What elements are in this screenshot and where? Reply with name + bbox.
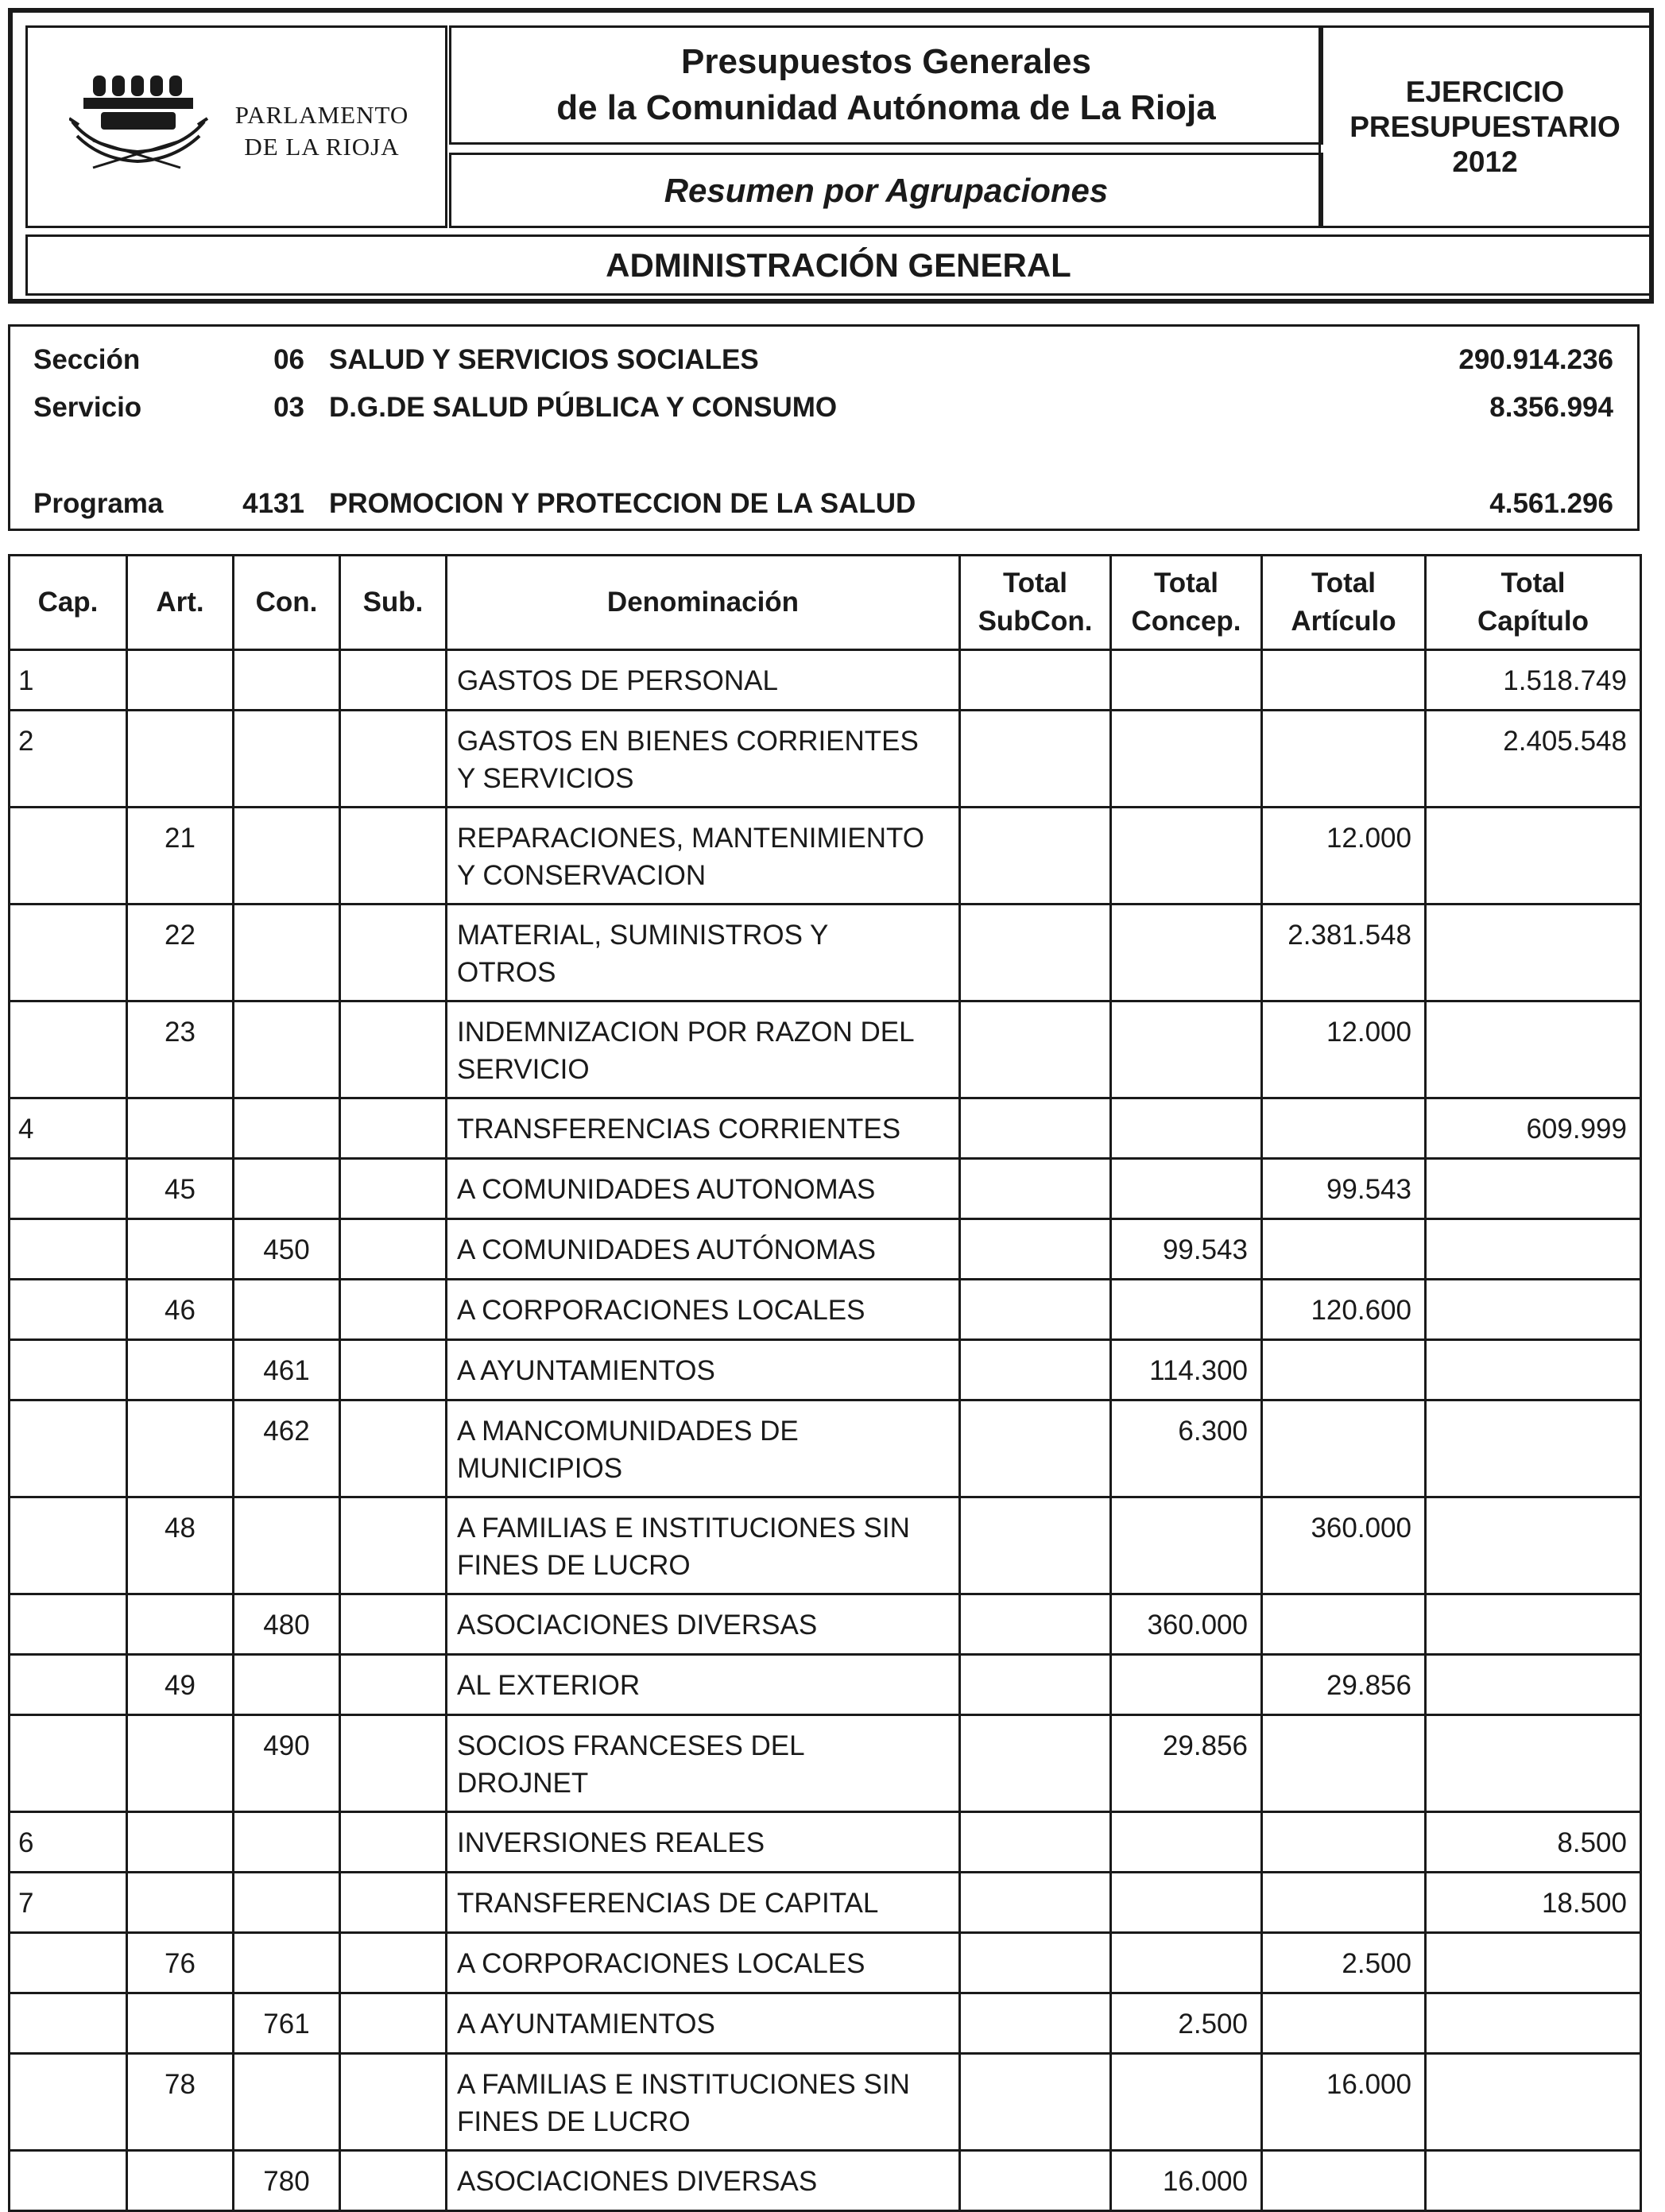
cell-art: [127, 1715, 234, 1812]
col-header-total-articulo-line1: Total: [1311, 568, 1376, 599]
institution-logo-box: [25, 25, 447, 228]
cell-con: [234, 808, 340, 905]
cell-denominacion: [447, 2151, 960, 2211]
cell-cap: [10, 1280, 127, 1340]
table-row: [10, 711, 1641, 808]
cell-total-concep: [1111, 2054, 1262, 2151]
seccion-name: SALUD Y SERVICIOS SOCIALES: [329, 344, 759, 375]
cell-total-capitulo: [1426, 1001, 1641, 1098]
cell-sub: [340, 808, 447, 905]
denominacion-line: AL EXTERIOR: [457, 1670, 641, 1701]
servicio-row: [10, 388, 1637, 428]
cell-sub: [340, 2151, 447, 2211]
cell-cap: [10, 1001, 127, 1098]
servicio-amount: 8.356.994: [1489, 392, 1613, 423]
cell-total-capitulo: [1426, 905, 1641, 1001]
cell-total-concep: 6.300: [1111, 1400, 1262, 1497]
cell-con: 780: [234, 2151, 340, 2211]
col-header-total-concep-line1: Total: [1153, 568, 1218, 599]
cell-con: 761: [234, 1993, 340, 2054]
col-header-total-concep-line2: Concep.: [1131, 606, 1241, 637]
cell-art: [127, 1400, 234, 1497]
cell-cap: 6: [10, 1812, 127, 1873]
cell-art: 21: [127, 808, 234, 905]
cell-total-capitulo: [1426, 1497, 1641, 1594]
cell-denominacion: [447, 1001, 960, 1098]
parliament-logo-icon: [69, 72, 212, 176]
denominacion-line: A MANCOMUNIDADES DE: [457, 1416, 799, 1447]
cell-total-concep: [1111, 1933, 1262, 1993]
cell-art: [127, 1219, 234, 1280]
denominacion-line: A AYUNTAMIENTOS: [457, 2009, 715, 2040]
cell-denominacion: [447, 1098, 960, 1159]
cell-total-subcon: [960, 1594, 1111, 1655]
denominacion-line: SOCIOS FRANCESES DEL: [457, 1730, 805, 1761]
programa-name: PROMOCION Y PROTECCION DE LA SALUD: [329, 488, 916, 519]
cell-total-capitulo: [1426, 2054, 1641, 2151]
cell-cap: [10, 1400, 127, 1497]
document-subtitle: Resumen por Agrupaciones: [664, 171, 1109, 209]
institution-name: [211, 99, 433, 163]
cell-art: 49: [127, 1655, 234, 1715]
cell-total-articulo: [1262, 1873, 1426, 1933]
cell-denominacion: [447, 1933, 960, 1993]
col-header-total-concep: [1111, 556, 1262, 650]
cell-con: [234, 1098, 340, 1159]
denominacion-line: REPARACIONES, MANTENIMIENTO: [457, 823, 924, 854]
denominacion-line: A COMUNIDADES AUTONOMAS: [457, 1174, 876, 1205]
cell-sub: [340, 1715, 447, 1812]
cell-cap: [10, 808, 127, 905]
cell-total-concep: [1111, 1655, 1262, 1715]
cell-total-capitulo: [1426, 2151, 1641, 2211]
cell-total-capitulo: [1426, 1219, 1641, 1280]
cell-cap: [10, 905, 127, 1001]
denominacion-line: A FAMILIAS E INSTITUCIONES SIN: [457, 2069, 910, 2100]
cell-art: [127, 1340, 234, 1400]
cell-total-capitulo: [1426, 808, 1641, 905]
cell-cap: [10, 1594, 127, 1655]
cell-total-articulo: [1262, 1715, 1426, 1812]
seccion-amount: 290.914.236: [1458, 344, 1613, 375]
cell-cap: [10, 1715, 127, 1812]
cell-con: [234, 1655, 340, 1715]
cell-total-concep: 29.856: [1111, 1715, 1262, 1812]
programa-label: Programa: [33, 488, 164, 519]
cell-cap: [10, 2151, 127, 2211]
col-header-total-articulo-line2: Artículo: [1291, 606, 1396, 637]
cell-cap: [10, 1655, 127, 1715]
col-header-art: Art.: [127, 556, 234, 650]
cell-total-concep: [1111, 905, 1262, 1001]
institution-name-line1: PARLAMENTO: [234, 101, 409, 129]
cell-total-concep: 114.300: [1111, 1340, 1262, 1400]
cell-total-articulo: 2.381.548: [1262, 905, 1426, 1001]
table-row: [10, 1219, 1641, 1280]
cell-total-subcon: [960, 1812, 1111, 1873]
cell-cap: 4: [10, 1098, 127, 1159]
cell-con: 490: [234, 1715, 340, 1812]
fiscal-year-box: [1318, 25, 1651, 228]
denominacion-line: MATERIAL, SUMINISTROS Y: [457, 920, 829, 951]
institution-name-line2: DE LA RIOJA: [244, 133, 400, 161]
denominacion-line: ASOCIACIONES DIVERSAS: [457, 2166, 818, 2197]
cell-total-articulo: 12.000: [1262, 1001, 1426, 1098]
cell-total-subcon: [960, 2151, 1111, 2211]
cell-total-subcon: [960, 650, 1111, 711]
table-header-row: [10, 556, 1641, 650]
cell-total-articulo: [1262, 1400, 1426, 1497]
cell-art: [127, 711, 234, 808]
cell-total-concep: [1111, 1812, 1262, 1873]
cell-total-capitulo: [1426, 1933, 1641, 1993]
denominacion-line: A COMUNIDADES AUTÓNOMAS: [457, 1234, 877, 1265]
cell-sub: [340, 1219, 447, 1280]
cell-denominacion: [447, 1715, 960, 1812]
col-header-sub: Sub.: [340, 556, 447, 650]
cell-denominacion: [447, 1594, 960, 1655]
cell-total-articulo: [1262, 1098, 1426, 1159]
cell-sub: [340, 1098, 447, 1159]
cell-denominacion: [447, 1280, 960, 1340]
cell-cap: 1: [10, 650, 127, 711]
cell-total-articulo: 120.600: [1262, 1280, 1426, 1340]
cell-con: [234, 1497, 340, 1594]
cell-art: [127, 2151, 234, 2211]
table-row: [10, 1993, 1641, 2054]
cell-total-subcon: [960, 1280, 1111, 1340]
cell-cap: [10, 1497, 127, 1594]
cell-denominacion: [447, 1219, 960, 1280]
cell-total-subcon: [960, 1993, 1111, 2054]
table-row: [10, 1001, 1641, 1098]
denominacion-line: Y CONSERVACION: [457, 860, 707, 891]
cell-total-articulo: [1262, 1340, 1426, 1400]
denominacion-line: INVERSIONES REALES: [457, 1827, 765, 1858]
cell-denominacion: [447, 1993, 960, 2054]
denominacion-line: GASTOS DE PERSONAL: [457, 665, 778, 696]
table-row: [10, 808, 1641, 905]
cell-con: [234, 1159, 340, 1219]
cell-total-articulo: 99.543: [1262, 1159, 1426, 1219]
cell-denominacion: [447, 905, 960, 1001]
cell-sub: [340, 1001, 447, 1098]
denominacion-line: GASTOS EN BIENES CORRIENTES: [457, 726, 919, 757]
cell-total-subcon: [960, 1001, 1111, 1098]
cell-total-subcon: [960, 1219, 1111, 1280]
cell-cap: 2: [10, 711, 127, 808]
administration-title: ADMINISTRACIÓN GENERAL: [606, 246, 1071, 284]
servicio-code: 03: [273, 392, 304, 423]
seccion-row: [10, 340, 1637, 380]
cell-con: [234, 1001, 340, 1098]
denominacion-line: FINES DE LUCRO: [457, 1550, 691, 1581]
cell-total-capitulo: [1426, 1400, 1641, 1497]
cell-total-subcon: [960, 905, 1111, 1001]
cell-sub: [340, 1873, 447, 1933]
cell-total-subcon: [960, 1159, 1111, 1219]
cell-total-articulo: [1262, 1594, 1426, 1655]
col-header-cap: Cap.: [10, 556, 127, 650]
table-row: [10, 1340, 1641, 1400]
cell-total-concep: 99.543: [1111, 1219, 1262, 1280]
cell-total-concep: [1111, 1159, 1262, 1219]
col-header-con: Con.: [234, 556, 340, 650]
cell-con: [234, 2054, 340, 2151]
table-row: [10, 1594, 1641, 1655]
cell-sub: [340, 1280, 447, 1340]
cell-total-articulo: [1262, 2151, 1426, 2211]
cell-total-subcon: [960, 1340, 1111, 1400]
cell-denominacion: [447, 1812, 960, 1873]
cell-cap: [10, 1340, 127, 1400]
document-subtitle-box: [449, 153, 1323, 228]
col-header-total-subcon-line1: Total: [1002, 568, 1067, 599]
fiscal-year-label-line1: EJERCICIO: [1405, 75, 1565, 108]
cell-total-articulo: 12.000: [1262, 808, 1426, 905]
cell-sub: [340, 1655, 447, 1715]
cell-denominacion: [447, 1340, 960, 1400]
table-row: [10, 905, 1641, 1001]
cell-denominacion: [447, 1159, 960, 1219]
cell-sub: [340, 711, 447, 808]
cell-sub: [340, 650, 447, 711]
table-row: [10, 650, 1641, 711]
cell-total-articulo: 29.856: [1262, 1655, 1426, 1715]
cell-sub: [340, 1812, 447, 1873]
cell-cap: [10, 1933, 127, 1993]
cell-total-articulo: [1262, 650, 1426, 711]
cell-con: 462: [234, 1400, 340, 1497]
cell-art: [127, 1812, 234, 1873]
cell-art: 23: [127, 1001, 234, 1098]
cell-total-capitulo: 1.518.749: [1426, 650, 1641, 711]
cell-con: [234, 1812, 340, 1873]
col-header-denominacion: Denominación: [447, 556, 960, 650]
cell-total-capitulo: 2.405.548: [1426, 711, 1641, 808]
cell-denominacion: [447, 1497, 960, 1594]
denominacion-line: ASOCIACIONES DIVERSAS: [457, 1610, 818, 1641]
cell-denominacion: [447, 1400, 960, 1497]
col-header-total-subcon: [960, 556, 1111, 650]
cell-total-concep: 360.000: [1111, 1594, 1262, 1655]
table-row: [10, 1497, 1641, 1594]
cell-total-capitulo: [1426, 1715, 1641, 1812]
cell-sub: [340, 1159, 447, 1219]
cell-total-articulo: [1262, 711, 1426, 808]
table-row: [10, 1655, 1641, 1715]
cell-con: [234, 711, 340, 808]
col-header-total-capitulo-line2: Capítulo: [1477, 606, 1589, 637]
cell-total-articulo: 360.000: [1262, 1497, 1426, 1594]
denominacion-line: SERVICIO: [457, 1054, 590, 1085]
table-row: [10, 1715, 1641, 1812]
cell-total-concep: [1111, 808, 1262, 905]
seccion-code: 06: [273, 344, 304, 375]
cell-total-articulo: [1262, 1812, 1426, 1873]
cell-art: 22: [127, 905, 234, 1001]
fiscal-year-label-line2: PRESUPUESTARIO: [1349, 110, 1620, 143]
cell-art: [127, 1098, 234, 1159]
col-header-total-capitulo-line1: Total: [1500, 568, 1566, 599]
cell-total-concep: 16.000: [1111, 2151, 1262, 2211]
administration-title-box: [25, 234, 1651, 296]
document-title-line2: de la Comunidad Autónoma de La Rioja: [556, 88, 1216, 127]
cell-con: 450: [234, 1219, 340, 1280]
denominacion-line: A FAMILIAS E INSTITUCIONES SIN: [457, 1513, 910, 1544]
cell-con: [234, 1933, 340, 1993]
denominacion-line: TRANSFERENCIAS DE CAPITAL: [457, 1888, 879, 1919]
cell-total-articulo: 2.500: [1262, 1933, 1426, 1993]
cell-total-concep: [1111, 1001, 1262, 1098]
cell-cap: [10, 1993, 127, 2054]
table-row: [10, 1933, 1641, 1993]
cell-art: [127, 650, 234, 711]
cell-art: [127, 1594, 234, 1655]
cell-art: 46: [127, 1280, 234, 1340]
cell-cap: [10, 1159, 127, 1219]
cell-total-capitulo: [1426, 1655, 1641, 1715]
table-row: [10, 1400, 1641, 1497]
cell-denominacion: [447, 2054, 960, 2151]
cell-con: [234, 905, 340, 1001]
table-row: [10, 1280, 1641, 1340]
cell-total-capitulo: [1426, 1993, 1641, 2054]
cell-total-concep: [1111, 1873, 1262, 1933]
cell-art: 76: [127, 1933, 234, 1993]
cell-sub: [340, 905, 447, 1001]
budget-table: [8, 554, 1642, 2212]
table-row: [10, 2151, 1641, 2211]
programa-amount: 4.561.296: [1489, 488, 1613, 519]
cell-total-concep: 2.500: [1111, 1993, 1262, 2054]
cell-sub: [340, 1400, 447, 1497]
cell-total-concep: [1111, 1280, 1262, 1340]
denominacion-line: INDEMNIZACION POR RAZON DEL: [457, 1017, 915, 1048]
denominacion-line: TRANSFERENCIAS CORRIENTES: [457, 1114, 901, 1145]
cell-total-subcon: [960, 711, 1111, 808]
cell-art: 78: [127, 2054, 234, 2151]
cell-total-concep: [1111, 1098, 1262, 1159]
table-body: [10, 650, 1641, 2211]
programa-code: 4131: [242, 488, 304, 519]
cell-con: [234, 650, 340, 711]
section-info-box: [8, 324, 1640, 531]
cell-denominacion: [447, 1873, 960, 1933]
cell-total-capitulo: 18.500: [1426, 1873, 1641, 1933]
cell-con: 480: [234, 1594, 340, 1655]
cell-total-capitulo: [1426, 1280, 1641, 1340]
cell-denominacion: [447, 808, 960, 905]
cell-total-concep: [1111, 650, 1262, 711]
table-row: [10, 1812, 1641, 1873]
cell-cap: 7: [10, 1873, 127, 1933]
document-title-box: [449, 25, 1323, 145]
cell-sub: [340, 1340, 447, 1400]
cell-total-subcon: [960, 1873, 1111, 1933]
col-header-total-subcon-line2: SubCon.: [978, 606, 1093, 637]
cell-total-articulo: 16.000: [1262, 2054, 1426, 2151]
cell-total-subcon: [960, 2054, 1111, 2151]
cell-total-subcon: [960, 808, 1111, 905]
cell-cap: [10, 1219, 127, 1280]
cell-total-subcon: [960, 1715, 1111, 1812]
denominacion-line: FINES DE LUCRO: [457, 2106, 691, 2137]
cell-total-subcon: [960, 1933, 1111, 1993]
table-row: [10, 1873, 1641, 1933]
denominacion-line: OTROS: [457, 957, 556, 988]
document-header: [8, 8, 1654, 304]
cell-total-capitulo: [1426, 1594, 1641, 1655]
seccion-label: Sección: [33, 344, 141, 375]
cell-total-capitulo: [1426, 1159, 1641, 1219]
fiscal-year: 2012: [1452, 145, 1518, 178]
cell-total-capitulo: [1426, 1340, 1641, 1400]
servicio-name: D.G.DE SALUD PÚBLICA Y CONSUMO: [329, 392, 838, 423]
cell-con: 461: [234, 1340, 340, 1400]
cell-sub: [340, 1993, 447, 2054]
cell-total-concep: [1111, 711, 1262, 808]
cell-total-concep: [1111, 1497, 1262, 1594]
cell-denominacion: [447, 650, 960, 711]
denominacion-line: Y SERVICIOS: [457, 763, 634, 794]
cell-sub: [340, 1594, 447, 1655]
cell-art: [127, 1873, 234, 1933]
denominacion-line: A CORPORACIONES LOCALES: [457, 1295, 865, 1326]
denominacion-line: A AYUNTAMIENTOS: [457, 1355, 715, 1386]
cell-sub: [340, 2054, 447, 2151]
document-title-line1: Presupuestos Generales: [680, 42, 1091, 81]
cell-sub: [340, 1497, 447, 1594]
denominacion-line: DROJNET: [457, 1768, 589, 1799]
col-header-total-articulo: [1262, 556, 1426, 650]
denominacion-line: MUNICIPIOS: [457, 1453, 623, 1484]
cell-total-subcon: [960, 1098, 1111, 1159]
cell-art: 48: [127, 1497, 234, 1594]
cell-total-capitulo: 609.999: [1426, 1098, 1641, 1159]
cell-sub: [340, 1933, 447, 1993]
cell-total-capitulo: 8.500: [1426, 1812, 1641, 1873]
cell-total-articulo: [1262, 1219, 1426, 1280]
cell-art: [127, 1993, 234, 2054]
cell-art: 45: [127, 1159, 234, 1219]
cell-total-articulo: [1262, 1993, 1426, 2054]
cell-total-subcon: [960, 1655, 1111, 1715]
programa-row: [10, 484, 1637, 524]
cell-denominacion: [447, 1655, 960, 1715]
cell-total-subcon: [960, 1400, 1111, 1497]
servicio-label: Servicio: [33, 392, 142, 423]
cell-con: [234, 1280, 340, 1340]
cell-cap: [10, 2054, 127, 2151]
denominacion-line: A CORPORACIONES LOCALES: [457, 1948, 865, 1979]
col-header-total-capitulo: [1426, 556, 1641, 650]
cell-denominacion: [447, 711, 960, 808]
cell-con: [234, 1873, 340, 1933]
table-row: [10, 1098, 1641, 1159]
table-row: [10, 2054, 1641, 2151]
cell-total-subcon: [960, 1497, 1111, 1594]
table-row: [10, 1159, 1641, 1219]
